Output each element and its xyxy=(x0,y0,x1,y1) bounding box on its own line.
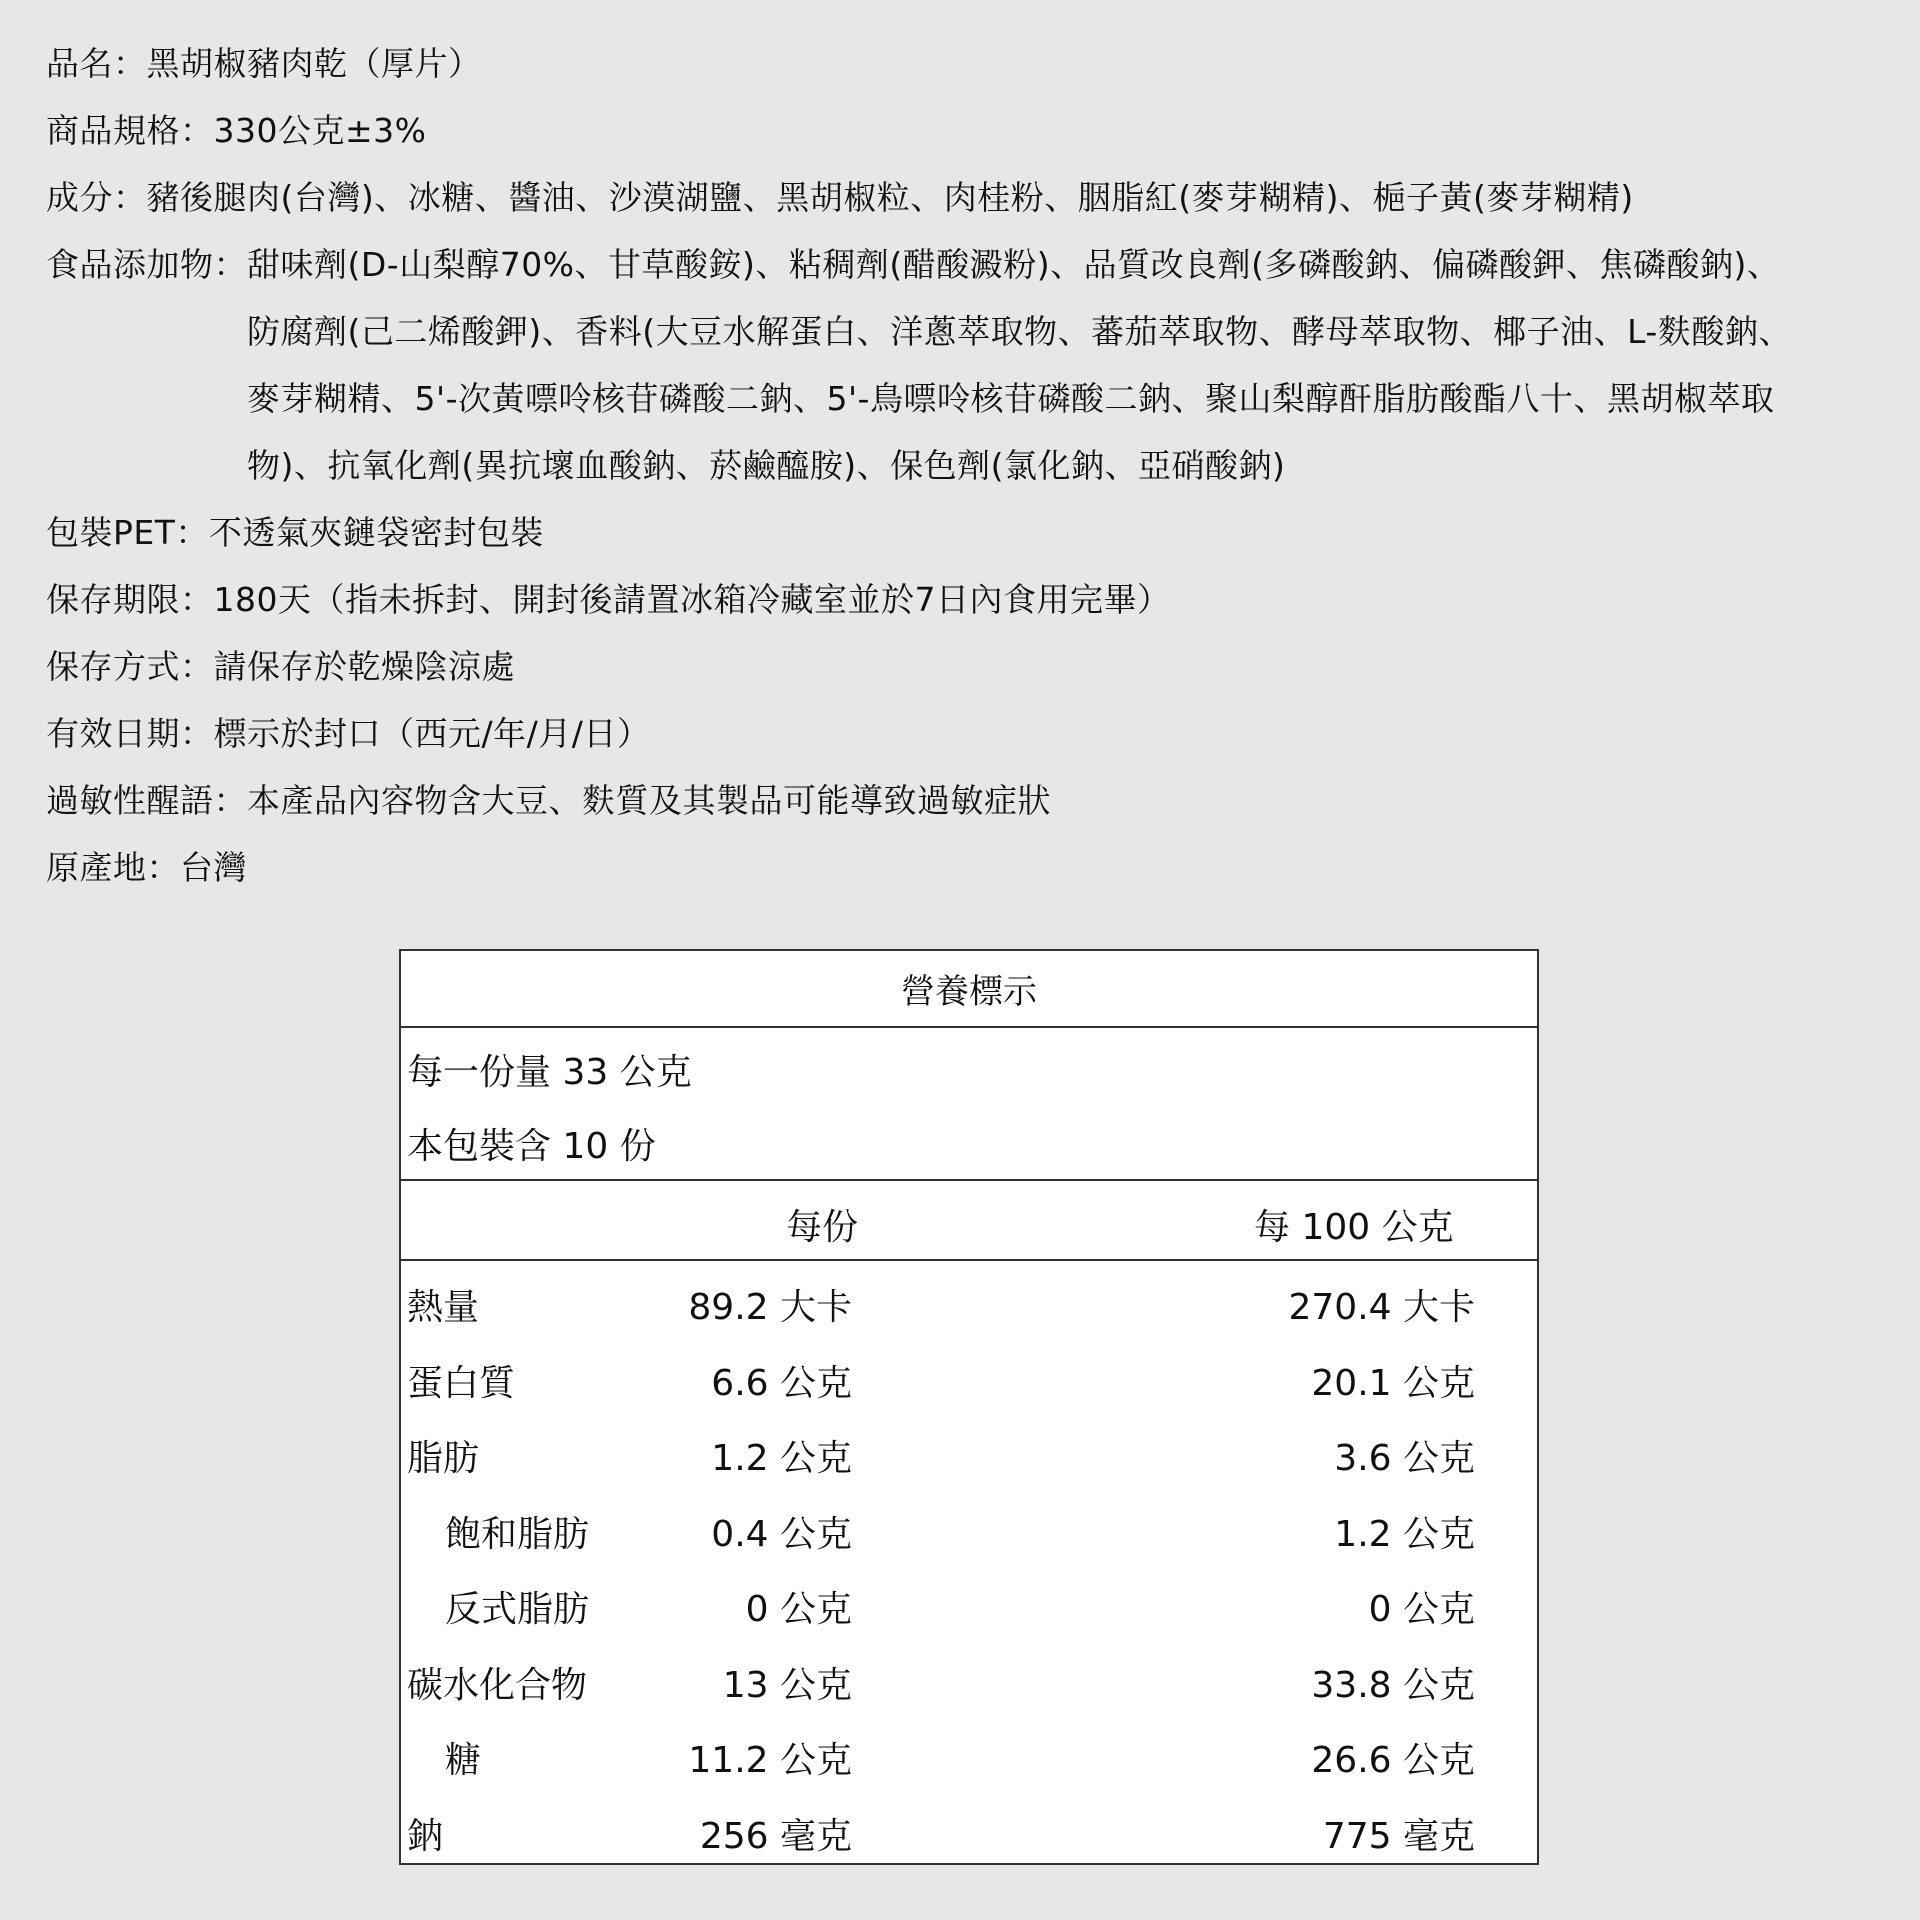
nutrition-column-header xyxy=(401,1181,1537,1261)
nutrient-per-serving: 89.2 大卡 xyxy=(688,1287,852,1328)
nutrition-row xyxy=(401,1794,1537,1870)
nutrient-name: 碳水化合物 xyxy=(407,1664,588,1706)
info-row-product-name xyxy=(46,30,1896,97)
nutrient-name: 反式脂肪 xyxy=(445,1589,590,1630)
info-value: 本產品內容物含大豆、麩質及其製品可能導致過敏症狀 xyxy=(247,781,1051,820)
nutrient-per-100g: 1.2 公克 xyxy=(1334,1513,1475,1555)
column-per-serving: 每份 xyxy=(786,1207,859,1248)
product-info xyxy=(46,30,1896,901)
info-value: 180天（指未拆封、開封後請置冰箱冷藏室並於7日內食用完畢） xyxy=(213,580,1171,619)
info-value: 台灣 xyxy=(180,848,247,887)
nutrition-title: 營養標示 xyxy=(401,951,1537,1028)
info-row-expiry xyxy=(46,700,1896,767)
nutrient-per-100g: 0 公克 xyxy=(1368,1589,1475,1630)
servings-per-package: 本包裝含 10 份 xyxy=(407,1126,656,1167)
nutrition-row xyxy=(401,1492,1537,1568)
nutrition-row xyxy=(401,1567,1537,1643)
info-value: 請保存於乾燥陰涼處 xyxy=(213,647,515,686)
nutrient-per-serving: 0.4 公克 xyxy=(711,1513,852,1555)
info-label: 包裝PET： xyxy=(46,513,209,552)
nutrient-per-serving: 0 公克 xyxy=(745,1589,852,1630)
info-label: 原產地： xyxy=(46,848,180,887)
info-label: 商品規格： xyxy=(46,111,214,150)
nutrient-per-serving: 13 公克 xyxy=(722,1664,852,1706)
info-label: 保存期限： xyxy=(46,580,214,619)
nutrition-row xyxy=(401,1643,1537,1719)
info-label: 有效日期： xyxy=(46,714,214,753)
additives-line: 甜味劑(D-山梨醇70%、甘草酸銨)、粘稠劑(醋酸澱粉)、品質改良劑(多磷酸鈉、偏磷酸鉀、焦磷酸鈉)、 xyxy=(247,245,1781,284)
nutrient-per-serving: 1.2 公克 xyxy=(711,1438,852,1479)
additives-line: 麥芽糊精、5'-次黃嘌呤核苷磷酸二鈉、5'-鳥嘌呤核苷磷酸二鈉、聚山梨醇酐脂肪酸酯八十、黑胡椒萃取 xyxy=(247,379,1775,418)
additives-line: 物)、抗氧化劑(異抗壞血酸鈉、菸鹼醯胺)、保色劑(氯化鈉、亞硝酸鈉) xyxy=(247,446,1286,485)
info-label: 過敏性醒語： xyxy=(46,781,247,820)
nutrient-per-100g: 3.6 公克 xyxy=(1334,1438,1475,1479)
info-row-shelf-life xyxy=(46,566,1896,633)
serving-size: 每一份量 33 公克 xyxy=(407,1052,692,1093)
nutrition-row xyxy=(401,1416,1537,1492)
nutrition-table xyxy=(399,949,1539,1865)
nutrient-name: 飽和脂肪 xyxy=(445,1513,590,1555)
nutrient-name: 蛋白質 xyxy=(407,1362,516,1404)
nutrient-name: 脂肪 xyxy=(407,1438,480,1479)
info-row-origin xyxy=(46,834,1896,901)
info-label: 保存方式： xyxy=(46,647,214,686)
nutrition-serving-info xyxy=(401,1028,1537,1181)
nutrient-name: 熱量 xyxy=(407,1287,480,1328)
info-row-allergy xyxy=(46,767,1896,834)
info-value xyxy=(247,231,1896,499)
nutrient-name: 鈉 xyxy=(407,1815,444,1857)
info-value: 黑胡椒豬肉乾（厚片） xyxy=(146,44,482,83)
info-label: 食品添加物： xyxy=(46,245,247,284)
column-per-100g: 每 100 公克 xyxy=(1254,1207,1454,1248)
nutrient-per-100g: 775 毫克 xyxy=(1322,1815,1475,1857)
info-row-storage xyxy=(46,633,1896,700)
nutrition-row xyxy=(401,1718,1537,1794)
additives-line: 防腐劑(己二烯酸鉀)、香料(大豆水解蛋白、洋蔥萃取物、蕃茄萃取物、酵母萃取物、椰子油、L-麩酸鈉、 xyxy=(247,312,1792,351)
info-row-packaging xyxy=(46,499,1896,566)
info-label: 品名： xyxy=(46,44,147,83)
info-value: 豬後腿肉(台灣)、冰糖、醬油、沙漠湖鹽、黑胡椒粒、肉桂粉、胭脂紅(麥芽糊精)、梔子黃(麥芽糊精) xyxy=(146,178,1634,217)
info-row-spec xyxy=(46,97,1896,164)
nutrition-rows xyxy=(401,1261,1537,1869)
info-label: 成分： xyxy=(46,178,147,217)
nutrient-per-100g: 26.6 公克 xyxy=(1311,1740,1475,1781)
info-row-ingredients xyxy=(46,164,1896,231)
info-value: 不透氣夾鏈袋密封包裝 xyxy=(208,513,544,552)
nutrient-per-100g: 20.1 公克 xyxy=(1311,1362,1475,1404)
info-value: 330公克±3% xyxy=(213,111,427,150)
nutrition-row xyxy=(401,1341,1537,1417)
nutrient-per-serving: 11.2 公克 xyxy=(688,1740,852,1781)
nutrient-per-serving: 6.6 公克 xyxy=(711,1362,852,1404)
nutrient-name: 糖 xyxy=(445,1740,482,1781)
info-row-additives xyxy=(46,231,1896,499)
nutrition-row xyxy=(401,1265,1537,1341)
nutrient-per-100g: 33.8 公克 xyxy=(1311,1664,1475,1706)
nutrient-per-serving: 256 毫克 xyxy=(699,1815,852,1857)
nutrient-per-100g: 270.4 大卡 xyxy=(1288,1287,1475,1328)
info-value: 標示於封口（西元/年/月/日） xyxy=(213,714,651,753)
